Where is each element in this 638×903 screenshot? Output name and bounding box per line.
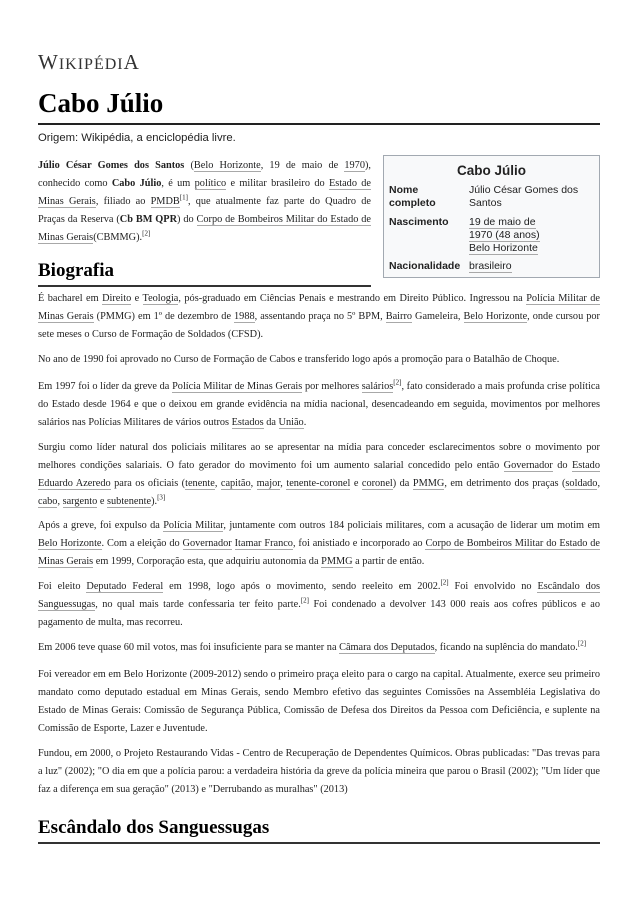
paragraph: Em 1997 foi o líder da greve da Polícia Militar de Minas Gerais por melhores salários[2], fato considerado a mais profunda crise política do Estado desde 1964 e que o deixou em grande evidência na mídia nacional, desencadeando em seguida, movimentos por melhores salários nas Polícias Militares de vários outros Estados da União.	[38, 378, 601, 428]
paragraph: Em 2006 teve quase 60 mil votos, mas foi insuficiente para se manter na Câmara dos Deputados, ficando na suplência do mandato.[2]	[38, 639, 587, 653]
link-tenente-coronel[interactable]: tenente-coronel	[286, 478, 351, 489]
link-itamar-franco[interactable]: Itamar Franco	[234, 538, 293, 549]
link-estados[interactable]: Estados	[231, 417, 264, 428]
link-camara-deputados[interactable]: Câmara dos Deputados	[339, 642, 435, 653]
link-pmdb[interactable]: PMDB	[150, 196, 180, 207]
link-politico[interactable]: político	[194, 178, 227, 189]
link-brasileiro[interactable]: brasileiro	[469, 260, 512, 272]
infobox-label: Nome completo	[389, 184, 436, 209]
link-eduardo-azeredo[interactable]: Eduardo Azeredo	[38, 478, 111, 489]
section-heading-escandalo: Escândalo dos Sanguessugas	[38, 817, 270, 838]
link-salarios[interactable]: salários	[361, 381, 394, 392]
link-1970-infobox[interactable]: 1970 (48 anos)	[469, 229, 540, 241]
link-1970[interactable]: 1970	[344, 160, 365, 171]
link-estado[interactable]: Estado	[571, 460, 600, 471]
infobox-value	[469, 216, 594, 255]
infobox-label: Nacionalidade	[389, 260, 461, 272]
link-major[interactable]: major	[256, 478, 281, 489]
paragraph: No ano de 1990 foi aprovado no Curso de Formação de Cabos e transferido logo após a promoção para o Batalhão de Choque.	[38, 354, 560, 365]
link-pmmg[interactable]: Polícia Militar de Minas Gerais	[38, 293, 600, 322]
link-bairro[interactable]: Bairro	[385, 311, 413, 322]
paragraph: Após a greve, foi expulso da Polícia Militar, juntamente com outros 184 policiais militares, com a acusação de liderar um motim em Belo Horizonte. Com a eleição do Governador Itamar Franco, foi anistiado e incorporado ao Corpo de Bombeiros Militar do Estado de Minas Gerais em 1999, Corporação esta, que adquiriu autonomia da PMMG a partir de então.	[38, 520, 601, 567]
link-soldado[interactable]: soldado	[565, 478, 598, 489]
section-heading-biografia: Biografia	[38, 260, 114, 281]
page-title: Cabo Júlio	[38, 88, 164, 118]
link-belo-horizonte-infobox[interactable]: Belo Horizonte	[469, 242, 538, 254]
link-deputado-federal[interactable]: Deputado Federal	[86, 581, 164, 592]
link-belo-horizonte[interactable]: Belo Horizonte	[193, 160, 261, 171]
link-tenente[interactable]: tenente	[185, 478, 215, 489]
title-divider	[38, 123, 600, 125]
link-corpo-bombeiros[interactable]: Corpo de Bombeiros Militar do Estado de Minas Gerais	[38, 214, 372, 243]
link-cabo[interactable]: cabo	[38, 496, 58, 507]
link-corpo-bombeiros-2[interactable]: Corpo de Bombeiros Militar do Estado de Minas Gerais	[38, 538, 600, 567]
link-direito[interactable]: Direito	[102, 293, 132, 304]
link-governador[interactable]: Governador	[503, 460, 553, 471]
link-escandalo-sanguessugas[interactable]: Escândalo dos Sanguessugas	[38, 581, 600, 610]
infobox-label: Nascimento	[389, 216, 449, 228]
link-subtenente[interactable]: subtenente	[107, 496, 152, 507]
link-teologia[interactable]: Teologia	[142, 293, 179, 304]
link-belo-horizonte-2[interactable]: Belo Horizonte	[463, 311, 528, 322]
link-pmmg-3[interactable]: PMMG	[321, 556, 353, 567]
paragraph: É bacharel em Direito e Teologia, pós-graduado em Ciências Penais e mestrando em Direito Público. Ingressou na Polícia Militar de Minas Gerais (PMMG) em 1º de dezembro de 1988, assentando praça no 5º BPM, Bairro Gameleira, Belo Horizonte, onde cursou por sete meses o Curso de Formação de Soldados (CFSD).	[38, 293, 600, 340]
section-divider	[38, 285, 371, 287]
infobox	[383, 155, 600, 278]
link-pmmg-2[interactable]: PMMG	[412, 478, 445, 489]
origin-note: Origem: Wikipédia, a enciclopédia livre.	[38, 132, 236, 144]
link-estado-minas-gerais[interactable]: Estado de Minas Gerais	[38, 178, 372, 207]
lead-paragraph: Júlio César Gomes dos Santos (Belo Horizonte, 19 de maio de 1970), conhecido como Cabo Júlio, é um político e militar brasileiro do Estado de Minas Gerais, filiado ao PMDB[1], que atualmente faz parte do Quadro de Praças da Reserva (Cb BM QPR) do Corpo de Bombeiros Militar do Estado de Minas Gerais(CBMMG).[2]	[38, 160, 372, 243]
link-19-maio[interactable]: 19 de maio de	[469, 216, 536, 228]
link-coronel[interactable]: coronel	[361, 478, 393, 489]
paragraph: Fundou, em 2000, o Projeto Restaurando Vidas - Centro de Recuperação de Dependentes Químicos. Obras publicadas: "Das trevas para a luz" (2002); "O dia em que a polícia parou: a verdadeira história da greve da polícia mineira que parou o Brasil (2002); "Um líder que faz a diferença em sua geração" (2013) e "Derrubando as muralhas" (2013)	[38, 748, 600, 795]
link-capitao[interactable]: capitão	[220, 478, 251, 489]
link-policia-militar[interactable]: Polícia Militar	[163, 520, 224, 531]
link-belo-horizonte-3[interactable]: Belo Horizonte	[38, 538, 102, 549]
infobox-title: Cabo Júlio	[456, 163, 526, 178]
link-sargento[interactable]: sargento	[62, 496, 98, 507]
link-1988[interactable]: 1988	[234, 311, 255, 322]
link-policia-militar-mg[interactable]: Polícia Militar de Minas Gerais	[172, 381, 303, 392]
paragraph: Surgiu como líder natural dos policiais militares ao se apresentar na mídia para conceder esclarecimentos sobre o movimento por melhores condições salariais. O fato gerador do movimento foi um aumento salarial concedido pelo então Governador do Estado Eduardo Azeredo para os oficiais (tenente, capitão, major, tenente-coronel e coronel) da PMMG, em detrimento dos praças (soldado, cabo, sargento e subtenente).[3]	[38, 442, 601, 507]
wikipedia-logo: WIKIPÉDIA	[38, 50, 140, 74]
link-uniao[interactable]: União	[278, 417, 304, 428]
paragraph: Foi vereador em em Belo Horizonte (2009-2012) sendo o primeiro praça eleito para o cargo na capital. Atualmente, exerce seu primeiro mandato como deputado estadual em Minas Gerais, sendo Membro efetivo das seguintes Comissões na Assembléia Legislativa do Estado de Minas Gerais: Comissão de Segurança Pública, Comissão de Defesa dos Direitos da Pessoa com Deficiência, e suplente na Comissão de Esporte, Lazer e Juventude.	[38, 669, 600, 734]
link-governador-2[interactable]: Governador	[182, 538, 232, 549]
section-divider	[38, 842, 600, 844]
paragraph: Foi eleito Deputado Federal em 1998, logo após o movimento, sendo reeleito em 2002.[2] Foi envolvido no Escândalo dos Sanguessugas, no qual mais tarde confessaria ter feito parte.[2] Foi condenado a devolver 143 000 reais aos cofres públicos e ao pagamento de multa, mas recorreu.	[38, 578, 600, 628]
infobox-value: Júlio César Gomes dos Santos	[469, 184, 579, 209]
